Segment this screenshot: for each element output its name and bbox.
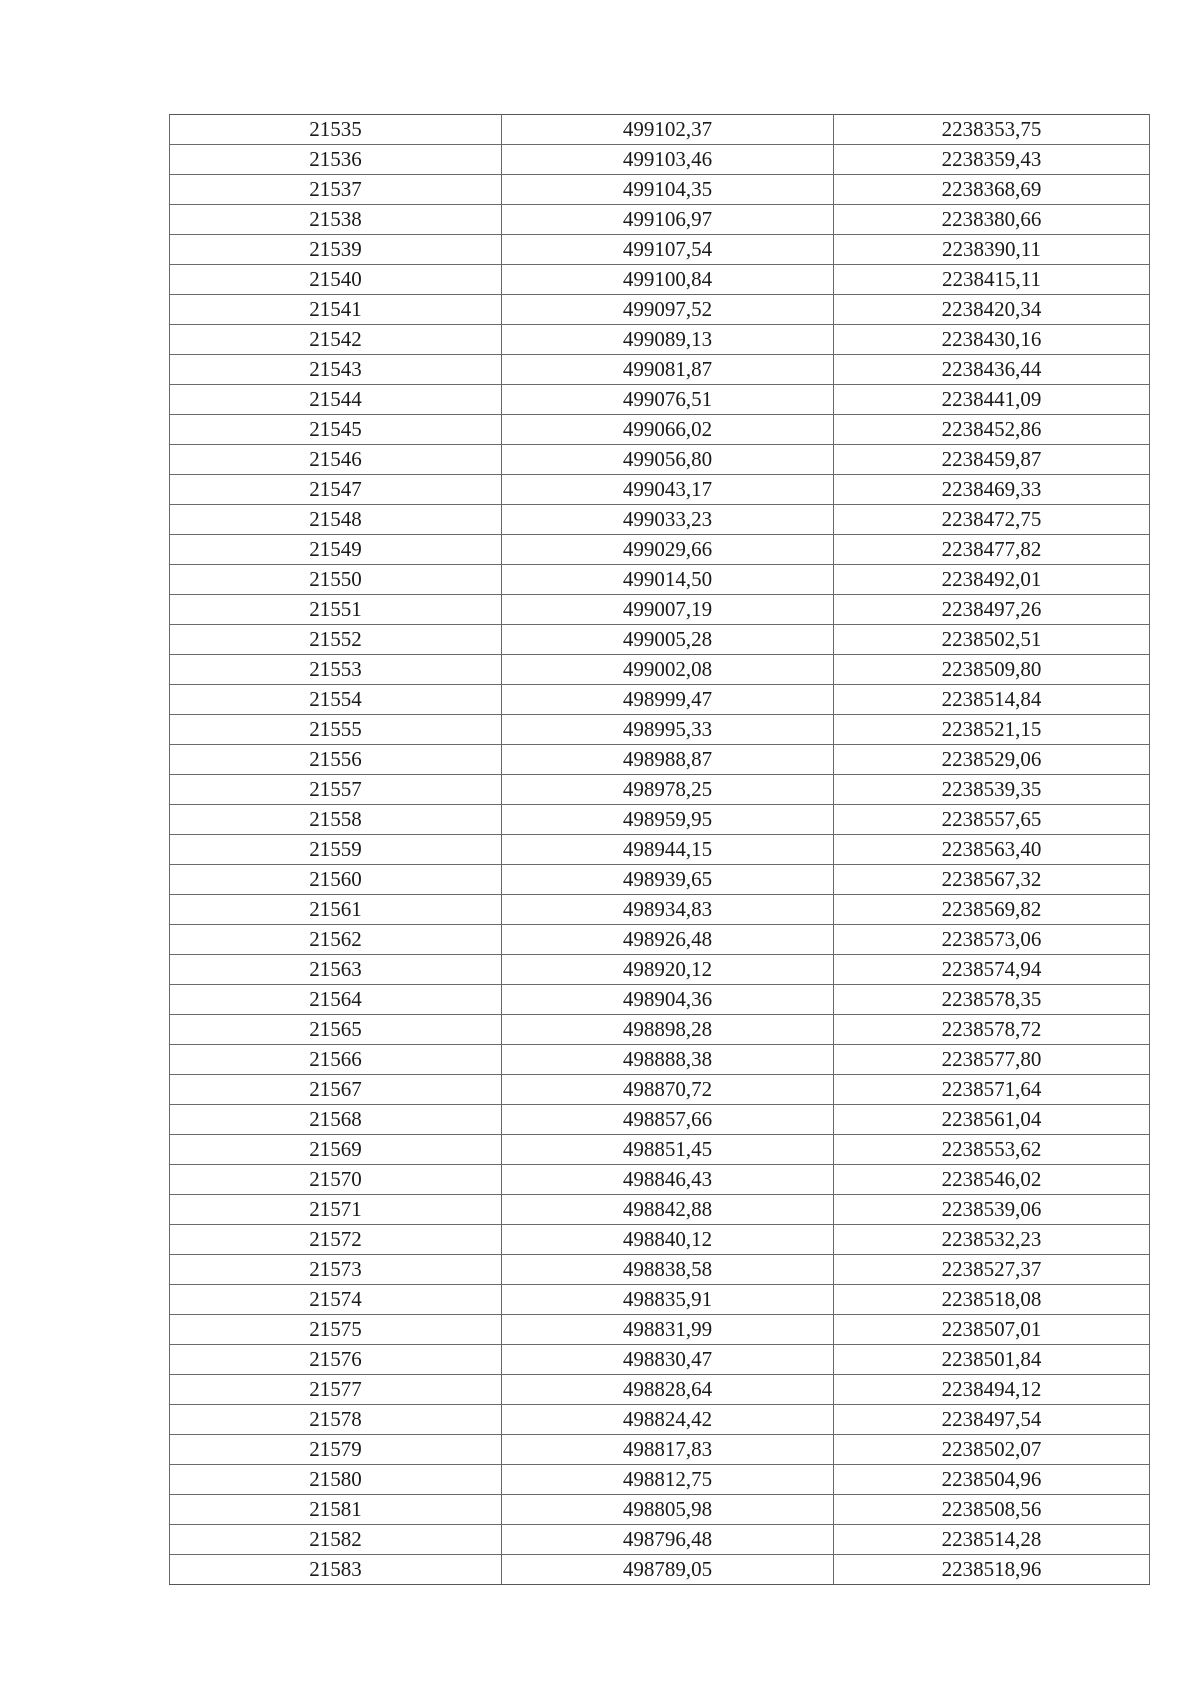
point-number-cell: 21576 bbox=[170, 1345, 502, 1375]
table-row bbox=[170, 1555, 1150, 1585]
x-coordinate-cell: 499029,66 bbox=[502, 535, 834, 565]
point-number-cell: 21554 bbox=[170, 685, 502, 715]
point-number-cell: 21569 bbox=[170, 1135, 502, 1165]
coordinates-table bbox=[169, 114, 1150, 1585]
point-number-cell: 21557 bbox=[170, 775, 502, 805]
x-coordinate-cell: 499043,17 bbox=[502, 475, 834, 505]
x-coordinate-cell: 498796,48 bbox=[502, 1525, 834, 1555]
table-row bbox=[170, 1075, 1150, 1105]
x-coordinate-cell: 498842,88 bbox=[502, 1195, 834, 1225]
y-coordinate-cell: 2238578,72 bbox=[834, 1015, 1150, 1045]
table-row bbox=[170, 355, 1150, 385]
point-number-cell: 21572 bbox=[170, 1225, 502, 1255]
y-coordinate-cell: 2238494,12 bbox=[834, 1375, 1150, 1405]
y-coordinate-cell: 2238539,06 bbox=[834, 1195, 1150, 1225]
y-coordinate-cell: 2238557,65 bbox=[834, 805, 1150, 835]
point-number-cell: 21536 bbox=[170, 145, 502, 175]
table-row bbox=[170, 205, 1150, 235]
point-number-cell: 21577 bbox=[170, 1375, 502, 1405]
table-row bbox=[170, 835, 1150, 865]
table-row bbox=[170, 865, 1150, 895]
table-row bbox=[170, 505, 1150, 535]
x-coordinate-cell: 498934,83 bbox=[502, 895, 834, 925]
y-coordinate-cell: 2238497,54 bbox=[834, 1405, 1150, 1435]
x-coordinate-cell: 498828,64 bbox=[502, 1375, 834, 1405]
point-number-cell: 21552 bbox=[170, 625, 502, 655]
point-number-cell: 21538 bbox=[170, 205, 502, 235]
point-number-cell: 21539 bbox=[170, 235, 502, 265]
y-coordinate-cell: 2238477,82 bbox=[834, 535, 1150, 565]
x-coordinate-cell: 498944,15 bbox=[502, 835, 834, 865]
point-number-cell: 21550 bbox=[170, 565, 502, 595]
y-coordinate-cell: 2238420,34 bbox=[834, 295, 1150, 325]
x-coordinate-cell: 498999,47 bbox=[502, 685, 834, 715]
point-number-cell: 21561 bbox=[170, 895, 502, 925]
y-coordinate-cell: 2238569,82 bbox=[834, 895, 1150, 925]
point-number-cell: 21566 bbox=[170, 1045, 502, 1075]
y-coordinate-cell: 2238502,51 bbox=[834, 625, 1150, 655]
y-coordinate-cell: 2238441,09 bbox=[834, 385, 1150, 415]
table-row bbox=[170, 385, 1150, 415]
table-row bbox=[170, 655, 1150, 685]
table-row bbox=[170, 535, 1150, 565]
y-coordinate-cell: 2238353,75 bbox=[834, 115, 1150, 145]
x-coordinate-cell: 498846,43 bbox=[502, 1165, 834, 1195]
y-coordinate-cell: 2238469,33 bbox=[834, 475, 1150, 505]
y-coordinate-cell: 2238368,69 bbox=[834, 175, 1150, 205]
point-number-cell: 21579 bbox=[170, 1435, 502, 1465]
point-number-cell: 21568 bbox=[170, 1105, 502, 1135]
y-coordinate-cell: 2238518,08 bbox=[834, 1285, 1150, 1315]
point-number-cell: 21573 bbox=[170, 1255, 502, 1285]
x-coordinate-cell: 498817,83 bbox=[502, 1435, 834, 1465]
x-coordinate-cell: 499007,19 bbox=[502, 595, 834, 625]
point-number-cell: 21571 bbox=[170, 1195, 502, 1225]
table-row bbox=[170, 1225, 1150, 1255]
y-coordinate-cell: 2238492,01 bbox=[834, 565, 1150, 595]
table-row bbox=[170, 1405, 1150, 1435]
x-coordinate-cell: 498830,47 bbox=[502, 1345, 834, 1375]
table-row bbox=[170, 1045, 1150, 1075]
y-coordinate-cell: 2238571,64 bbox=[834, 1075, 1150, 1105]
y-coordinate-cell: 2238561,04 bbox=[834, 1105, 1150, 1135]
x-coordinate-cell: 499081,87 bbox=[502, 355, 834, 385]
point-number-cell: 21544 bbox=[170, 385, 502, 415]
y-coordinate-cell: 2238502,07 bbox=[834, 1435, 1150, 1465]
point-number-cell: 21555 bbox=[170, 715, 502, 745]
x-coordinate-cell: 499066,02 bbox=[502, 415, 834, 445]
x-coordinate-cell: 498995,33 bbox=[502, 715, 834, 745]
y-coordinate-cell: 2238529,06 bbox=[834, 745, 1150, 775]
x-coordinate-cell: 498805,98 bbox=[502, 1495, 834, 1525]
table-row bbox=[170, 625, 1150, 655]
point-number-cell: 21578 bbox=[170, 1405, 502, 1435]
x-coordinate-cell: 498831,99 bbox=[502, 1315, 834, 1345]
point-number-cell: 21560 bbox=[170, 865, 502, 895]
x-coordinate-cell: 498840,12 bbox=[502, 1225, 834, 1255]
y-coordinate-cell: 2238504,96 bbox=[834, 1465, 1150, 1495]
table-row bbox=[170, 955, 1150, 985]
point-number-cell: 21565 bbox=[170, 1015, 502, 1045]
point-number-cell: 21547 bbox=[170, 475, 502, 505]
y-coordinate-cell: 2238380,66 bbox=[834, 205, 1150, 235]
x-coordinate-cell: 498824,42 bbox=[502, 1405, 834, 1435]
x-coordinate-cell: 499104,35 bbox=[502, 175, 834, 205]
y-coordinate-cell: 2238508,56 bbox=[834, 1495, 1150, 1525]
point-number-cell: 21562 bbox=[170, 925, 502, 955]
point-number-cell: 21546 bbox=[170, 445, 502, 475]
point-number-cell: 21543 bbox=[170, 355, 502, 385]
y-coordinate-cell: 2238501,84 bbox=[834, 1345, 1150, 1375]
y-coordinate-cell: 2238430,16 bbox=[834, 325, 1150, 355]
table-row bbox=[170, 685, 1150, 715]
point-number-cell: 21551 bbox=[170, 595, 502, 625]
y-coordinate-cell: 2238415,11 bbox=[834, 265, 1150, 295]
point-number-cell: 21541 bbox=[170, 295, 502, 325]
point-number-cell: 21575 bbox=[170, 1315, 502, 1345]
point-number-cell: 21564 bbox=[170, 985, 502, 1015]
y-coordinate-cell: 2238514,84 bbox=[834, 685, 1150, 715]
point-number-cell: 21549 bbox=[170, 535, 502, 565]
table-row bbox=[170, 265, 1150, 295]
table-row bbox=[170, 1495, 1150, 1525]
table-row bbox=[170, 1375, 1150, 1405]
x-coordinate-cell: 498926,48 bbox=[502, 925, 834, 955]
y-coordinate-cell: 2238518,96 bbox=[834, 1555, 1150, 1585]
table-row bbox=[170, 145, 1150, 175]
point-number-cell: 21570 bbox=[170, 1165, 502, 1195]
y-coordinate-cell: 2238359,43 bbox=[834, 145, 1150, 175]
y-coordinate-cell: 2238532,23 bbox=[834, 1225, 1150, 1255]
x-coordinate-cell: 498851,45 bbox=[502, 1135, 834, 1165]
table-row bbox=[170, 295, 1150, 325]
table-row bbox=[170, 895, 1150, 925]
point-number-cell: 21553 bbox=[170, 655, 502, 685]
y-coordinate-cell: 2238459,87 bbox=[834, 445, 1150, 475]
table-row bbox=[170, 925, 1150, 955]
x-coordinate-cell: 499089,13 bbox=[502, 325, 834, 355]
table-row bbox=[170, 235, 1150, 265]
table-row bbox=[170, 1105, 1150, 1135]
point-number-cell: 21583 bbox=[170, 1555, 502, 1585]
x-coordinate-cell: 499102,37 bbox=[502, 115, 834, 145]
y-coordinate-cell: 2238573,06 bbox=[834, 925, 1150, 955]
x-coordinate-cell: 498988,87 bbox=[502, 745, 834, 775]
x-coordinate-cell: 499106,97 bbox=[502, 205, 834, 235]
x-coordinate-cell: 498939,65 bbox=[502, 865, 834, 895]
table-row bbox=[170, 1195, 1150, 1225]
y-coordinate-cell: 2238514,28 bbox=[834, 1525, 1150, 1555]
point-number-cell: 21556 bbox=[170, 745, 502, 775]
y-coordinate-cell: 2238436,44 bbox=[834, 355, 1150, 385]
table-row bbox=[170, 115, 1150, 145]
table-row bbox=[170, 175, 1150, 205]
table-row bbox=[170, 1135, 1150, 1165]
point-number-cell: 21548 bbox=[170, 505, 502, 535]
x-coordinate-cell: 499100,84 bbox=[502, 265, 834, 295]
y-coordinate-cell: 2238452,86 bbox=[834, 415, 1150, 445]
point-number-cell: 21580 bbox=[170, 1465, 502, 1495]
x-coordinate-cell: 499107,54 bbox=[502, 235, 834, 265]
coordinates-table-body bbox=[170, 115, 1150, 1585]
point-number-cell: 21540 bbox=[170, 265, 502, 295]
x-coordinate-cell: 498888,38 bbox=[502, 1045, 834, 1075]
table-row bbox=[170, 805, 1150, 835]
table-row bbox=[170, 1345, 1150, 1375]
y-coordinate-cell: 2238574,94 bbox=[834, 955, 1150, 985]
point-number-cell: 21563 bbox=[170, 955, 502, 985]
point-number-cell: 21574 bbox=[170, 1285, 502, 1315]
point-number-cell: 21545 bbox=[170, 415, 502, 445]
y-coordinate-cell: 2238546,02 bbox=[834, 1165, 1150, 1195]
table-row bbox=[170, 1315, 1150, 1345]
table-row bbox=[170, 445, 1150, 475]
table-row bbox=[170, 1255, 1150, 1285]
y-coordinate-cell: 2238567,32 bbox=[834, 865, 1150, 895]
x-coordinate-cell: 498920,12 bbox=[502, 955, 834, 985]
x-coordinate-cell: 499014,50 bbox=[502, 565, 834, 595]
table-row bbox=[170, 565, 1150, 595]
y-coordinate-cell: 2238521,15 bbox=[834, 715, 1150, 745]
y-coordinate-cell: 2238553,62 bbox=[834, 1135, 1150, 1165]
table-row bbox=[170, 1465, 1150, 1495]
table-row bbox=[170, 325, 1150, 355]
point-number-cell: 21581 bbox=[170, 1495, 502, 1525]
y-coordinate-cell: 2238527,37 bbox=[834, 1255, 1150, 1285]
y-coordinate-cell: 2238507,01 bbox=[834, 1315, 1150, 1345]
x-coordinate-cell: 499033,23 bbox=[502, 505, 834, 535]
table-row bbox=[170, 475, 1150, 505]
x-coordinate-cell: 498898,28 bbox=[502, 1015, 834, 1045]
x-coordinate-cell: 498857,66 bbox=[502, 1105, 834, 1135]
x-coordinate-cell: 498838,58 bbox=[502, 1255, 834, 1285]
table-row bbox=[170, 595, 1150, 625]
x-coordinate-cell: 498959,95 bbox=[502, 805, 834, 835]
table-row bbox=[170, 415, 1150, 445]
table-row bbox=[170, 1525, 1150, 1555]
y-coordinate-cell: 2238577,80 bbox=[834, 1045, 1150, 1075]
y-coordinate-cell: 2238563,40 bbox=[834, 835, 1150, 865]
y-coordinate-cell: 2238539,35 bbox=[834, 775, 1150, 805]
point-number-cell: 21582 bbox=[170, 1525, 502, 1555]
y-coordinate-cell: 2238472,75 bbox=[834, 505, 1150, 535]
y-coordinate-cell: 2238390,11 bbox=[834, 235, 1150, 265]
table-row bbox=[170, 1435, 1150, 1465]
table-row bbox=[170, 1285, 1150, 1315]
x-coordinate-cell: 499097,52 bbox=[502, 295, 834, 325]
table-row bbox=[170, 1015, 1150, 1045]
x-coordinate-cell: 499002,08 bbox=[502, 655, 834, 685]
point-number-cell: 21567 bbox=[170, 1075, 502, 1105]
point-number-cell: 21542 bbox=[170, 325, 502, 355]
table-row bbox=[170, 1165, 1150, 1195]
point-number-cell: 21537 bbox=[170, 175, 502, 205]
table-row bbox=[170, 715, 1150, 745]
x-coordinate-cell: 499056,80 bbox=[502, 445, 834, 475]
x-coordinate-cell: 498835,91 bbox=[502, 1285, 834, 1315]
table-row bbox=[170, 745, 1150, 775]
table-row bbox=[170, 985, 1150, 1015]
point-number-cell: 21558 bbox=[170, 805, 502, 835]
y-coordinate-cell: 2238497,26 bbox=[834, 595, 1150, 625]
point-number-cell: 21535 bbox=[170, 115, 502, 145]
x-coordinate-cell: 498789,05 bbox=[502, 1555, 834, 1585]
x-coordinate-cell: 498978,25 bbox=[502, 775, 834, 805]
y-coordinate-cell: 2238578,35 bbox=[834, 985, 1150, 1015]
x-coordinate-cell: 499103,46 bbox=[502, 145, 834, 175]
x-coordinate-cell: 498904,36 bbox=[502, 985, 834, 1015]
point-number-cell: 21559 bbox=[170, 835, 502, 865]
y-coordinate-cell: 2238509,80 bbox=[834, 655, 1150, 685]
table-row bbox=[170, 775, 1150, 805]
x-coordinate-cell: 499005,28 bbox=[502, 625, 834, 655]
x-coordinate-cell: 498812,75 bbox=[502, 1465, 834, 1495]
x-coordinate-cell: 499076,51 bbox=[502, 385, 834, 415]
x-coordinate-cell: 498870,72 bbox=[502, 1075, 834, 1105]
